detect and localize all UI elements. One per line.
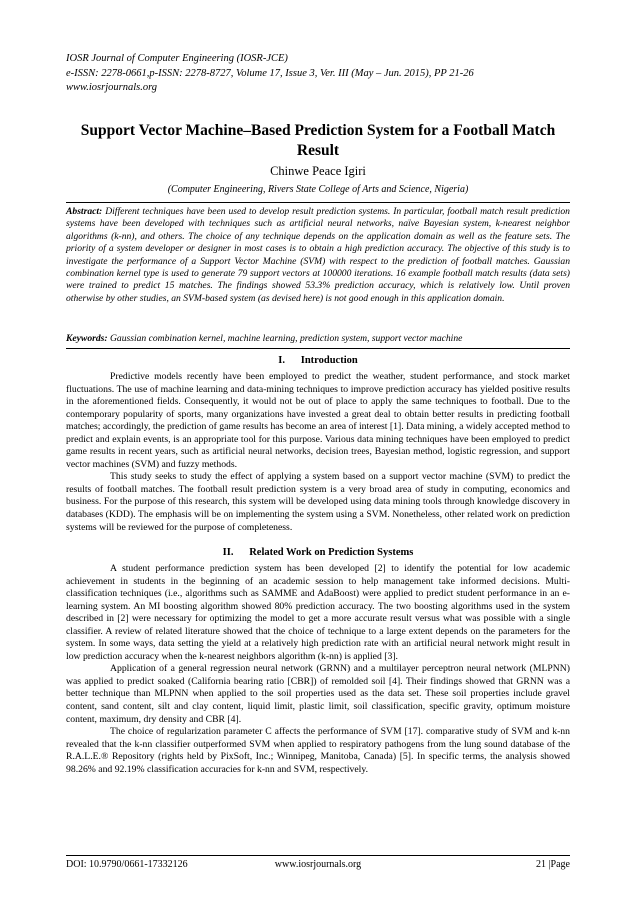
paragraph: Predictive models recently have been employed to predict the weather, student performance, and stock market fluctuations. The use of machine learning and data-mining techniques to improve prediction accuracy has yielded positive results in the aforementioned fields. Consequently, it would not be out of place to apply the same techniques to football. Due to the contemporary popularity of sports, many organizations have invested a great deal to obtain better results in predicting football matches; accordingly, the prediction of game results has become an area of interest [1]. Data mining, a widely accepted method to predict and explain events, is an appropriate tool for this purpose. Various data mining techniques have been employed to predict game results in recent years, such as artificial neural networks, decision trees, Bayesian method, logistic regression, and support vector machines (SVM) and fuzzy methods. [66,371,570,470]
keywords-text: Gaussian combination kernel, machine learning, prediction system, support vector machine [109,333,463,344]
section-heading-related-work: II. Related Work on Prediction Systems [222,547,414,558]
section-related-work-body [66,563,570,776]
journal-url[interactable]: www.iosrjournals.org [66,82,158,93]
paragraph: This study seeks to study the effect of applying a system based on a support vector machine (SVM) to predict the results of football matches. The football result prediction system is a very broad area of study in computing, economics and business. For the purpose of this research, this system will be developed using data mining tools through knowledge discovery in databases (KDD). The emphasis will be on implementing the system using a SVM. Nonetheless, other related work on prediction systems will be reviewed for the purpose of completeness. [66,471,570,533]
journal-header [66,52,570,96]
footer-page-number: 21 |Page [536,859,570,870]
paper-title: Support Vector Machine–Based Prediction System for a Football Match Result [80,122,556,159]
abstract-top-rule [66,202,570,203]
keywords-block [66,333,570,345]
abstract-label: Abstract: [66,206,103,217]
footer-rule [66,855,570,856]
footer-doi: DOI: 10.9790/0661-17332126 [66,859,188,870]
abstract-block [66,206,570,305]
keywords-label: Keywords: [66,333,108,344]
journal-issn: e-ISSN: 2278-0661,p-ISSN: 2278-8727, Volume 17, Issue 3, Ver. III (May – Jun. 2015), PP 21-26 [66,67,474,79]
paper-author: Chinwe Peace Igiri [270,164,366,178]
paper-affiliation: (Computer Engineering, Rivers State College of Arts and Science, Nigeria) [167,184,469,195]
section-introduction-body [66,371,570,534]
paragraph: A student performance prediction system has been developed [2] to identify the potential for low academic achievement in students in the beginning of an academic session to help management take informed decisions. Multi-classification techniques (i.e., algorithms such as SAMME and AdaBoost) were applied to predict student performance in an e-learning system. An MI boosting algorithm showed 80% prediction accuracy. The two boosting algorithms used in the system described in [2] were necessary for optimizing the model to get a more accurate result versus what was possible with a single classifier. A review of related literature showed that the choice of technique to a large extent depends on the parameters for the system. In some ways, data setting the yield at a relatively high prediction rate with an artificial neural network might result in low prediction accuracy when the k-nearest neighbors algorithm (k-nn) is applied [3]. [66,563,570,662]
abstract-text: Different techniques have been used to develop result prediction systems. In particular, football match result prediction systems have been developed with techniques such as artificial neural networks, naïve Bayesian system, k-nearest neighbor algorithms (k-nn), and others. The choice of any technique depends on the application domain as well as the feature sets. The priority of a system developer or designer in most cases is to obtain a high prediction accuracy. The objective of this study is to investigate the performance of a Support Vector Machine (SVM) with respect to the prediction of football matches. Gaussian combination kernel type is used to generate 79 support vectors at 100000 iterations. 16 example football match results (data sets) were trained to predict 15 matches. The findings showed 53.3% prediction accuracy, which is relatively low. Until proven otherwise by other studies, an SVM-based system (as devised here) is not good enough in this application domain. [66,206,570,304]
paragraph: Application of a general regression neural network (GRNN) and a multilayer perceptron neural network (MLPNN) was applied to predict soaked (California bearing ratio [CBR]) of remolded soil [4]. Their findings showed that GRNN was a better technique than MLPNN when applied to the soil properties used as the data set. These soil properties include gravel content, sand content, silt and clay content, liquid limit, plastic limit, soil classification, specific gravity, optimum moisture content, maximum, dry density and CBR [4]. [66,663,570,725]
footer-site[interactable]: www.iosrjournals.org [274,859,362,870]
journal-name: IOSR Journal of Computer Engineering (IOSR-JCE) [66,53,288,64]
paragraph: The choice of regularization parameter C affects the performance of SVM [17]. comparative study of SVM and k-nn revealed that the k-nn classifier outperformed SVM when applied to respiratory pathogens from the lung sound database of the R.A.L.E.® Repository (rights held by PixSoft, Inc.; Winnipeg, Manitoba, Canada) [5]. In specific terms, the analysis showed 98.26% and 92.19% classification accuracies for k-nn and SVM, respectively. [66,726,570,775]
keywords-rule [66,348,570,349]
section-heading-introduction: I. Introduction [278,355,358,366]
